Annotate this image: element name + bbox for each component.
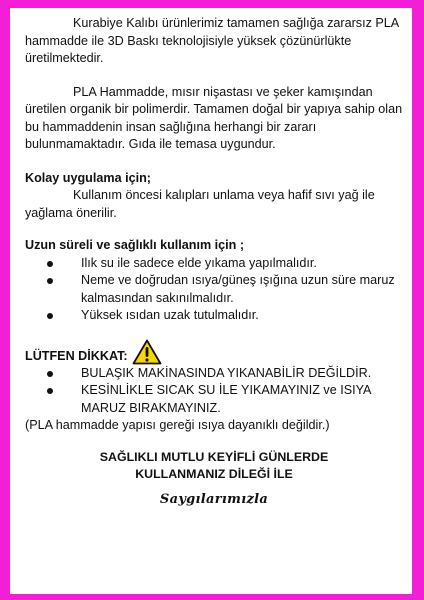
bullet-icon (47, 371, 53, 377)
warning-triangle-icon (132, 339, 162, 365)
bullet-icon (47, 261, 53, 267)
closing-line-2: KULLANMANIZ DİLEĞİ İLE (135, 466, 293, 481)
bullet-icon (47, 313, 53, 319)
warning-list (25, 365, 403, 418)
bullet-icon (47, 278, 53, 284)
list-item: Neme ve doğrudan ısıya/güneş ışığına uzun süre maruz kalmasından sakınılmalıdır. (25, 272, 403, 307)
intro-paragraph-1: Kurabiye Kalıbı ürünlerimiz tamamen sağlığa zararsız PLA hammadde ile 3D Baskı teknolojisiyle yüksek çözünürlükte üretilmektedir. (25, 16, 399, 65)
warning-heading-row (25, 337, 403, 365)
closing-message (25, 449, 403, 483)
intro-paragraph-2: PLA Hammadde, mısır nişastası ve şeker kamışından üretilen organik bir polimerdir. Tamamen doğal bir yapıya sahip olan bu hammaddenin insan sağlığına herhangi bir zararı bulunmamaktadır. Gıda ile temasa uygundur. (25, 84, 403, 151)
long-use-heading: Uzun süreli ve sağlıklı kullanım için ; (25, 238, 245, 252)
list-item: Yüksek ısıdan uzak tutulmalıdır. (25, 307, 403, 325)
long-use-list (25, 255, 403, 325)
warning-note: (PLA hammadde yapısı gereği ısıya dayanıklı değildir.) (25, 418, 330, 432)
list-item: Ilık su ile sadece elde yıkama yapılmalıdır. (25, 255, 403, 273)
signature: Saygılarımızla (159, 491, 269, 507)
list-item: BULAŞIK MAKİNASINDA YIKANABİLİR DEĞİLDİR. (25, 365, 403, 383)
document-body (25, 15, 403, 508)
easy-use-text: Kullanım öncesi kalıpları unlama veya hafif sıvı yağ ile yağlama önerilir. (25, 188, 375, 220)
warning-heading: LÜTFEN DİKKAT: (25, 348, 128, 363)
list-item: KESİNLİKLE SICAK SU İLE YIKAMAYINIZ ve ISIYA MARUZ BIRAKMAYINIZ. (25, 382, 403, 417)
bullet-icon (47, 388, 53, 394)
easy-use-heading: Kolay uygulama için; (25, 170, 151, 185)
closing-line-1: SAĞLIKLI MUTLU KEYİFLİ GÜNLERDE (99, 449, 329, 464)
